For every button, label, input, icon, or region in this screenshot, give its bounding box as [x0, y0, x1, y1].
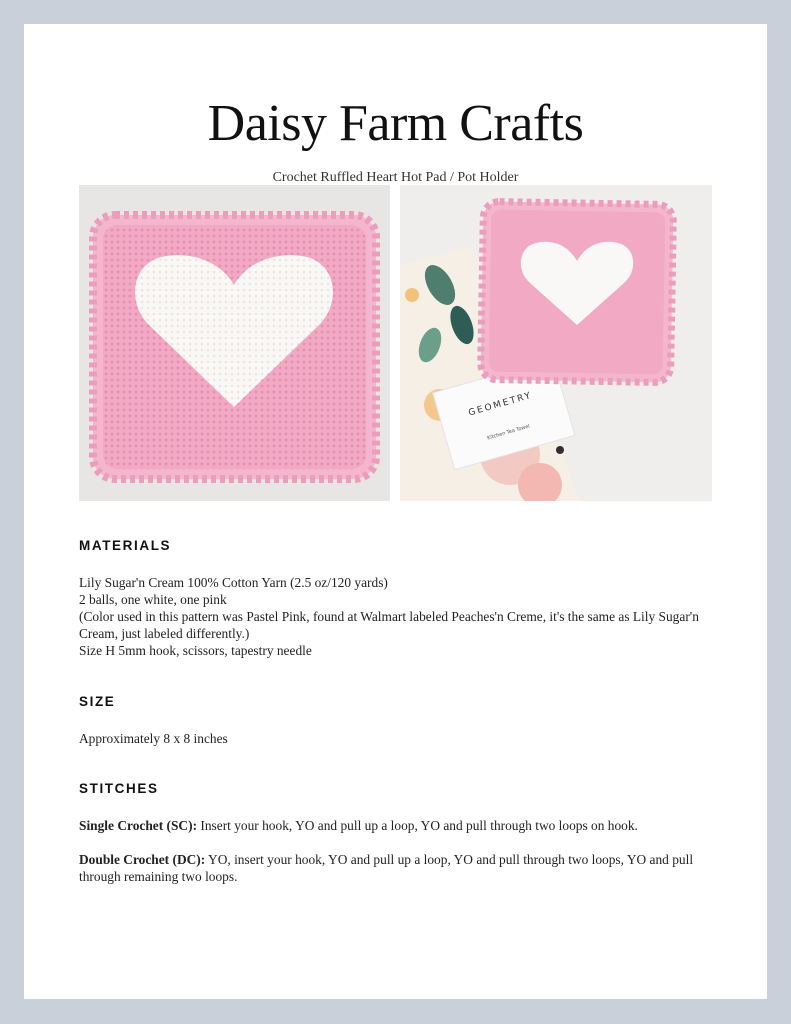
materials-line: Lily Sugar'n Cream 100% Cotton Yarn (2.5 oz/120 yards)	[79, 575, 388, 590]
stitch-term: Single Crochet (SC):	[79, 818, 198, 833]
stitch-definition	[79, 817, 709, 834]
size-text: Approximately 8 x 8 inches	[79, 731, 228, 746]
pattern-page	[24, 24, 767, 999]
materials-line: 2 balls, one white, one pink	[79, 592, 227, 607]
pattern-subtitle: Crochet Ruffled Heart Hot Pad / Pot Holder	[272, 170, 519, 185]
materials-line: (Color used in this pattern was Pastel Pink, found at Walmart labeled Peaches'n Creme, it's the same as Lily Sugar'n Cream, just labeled differently.)	[79, 609, 699, 641]
materials-list	[79, 574, 709, 659]
hot-pad-photo-front	[79, 185, 390, 501]
card-label: Kitchen Tea Towel	[486, 423, 531, 442]
stitches-heading: STITCHES	[79, 781, 159, 796]
stitch-term: Double Crochet (DC):	[79, 852, 206, 867]
stitch-description: YO, insert your hook, YO and pull up a loop, YO and pull through two loops, YO and pull through remaining two loops.	[79, 852, 694, 884]
size-heading: SIZE	[79, 694, 116, 709]
materials-heading: MATERIALS	[79, 538, 172, 553]
materials-line: Size H 5mm hook, scissors, tapestry needle	[79, 643, 312, 658]
stitch-description: Insert your hook, YO and pull up a loop, YO and pull through two loops on hook.	[197, 818, 638, 833]
stitch-definition	[79, 851, 709, 885]
hot-pad-photo-styled	[400, 185, 712, 501]
card-brand: GEOMETRY	[467, 390, 534, 419]
brand-title: Daisy Farm Crafts	[207, 95, 584, 152]
